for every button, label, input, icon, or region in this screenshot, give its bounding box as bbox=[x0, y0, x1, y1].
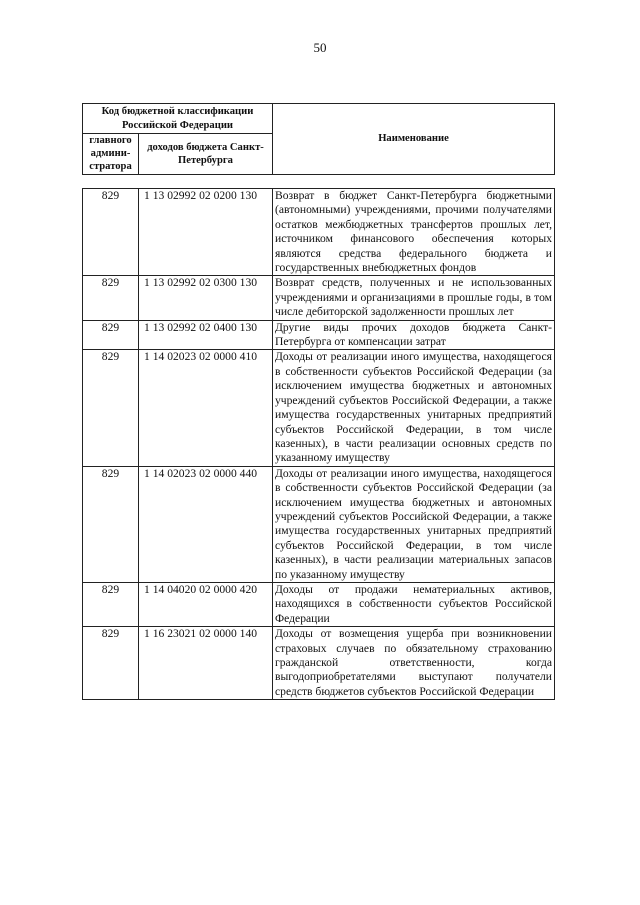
admin-code: 829 bbox=[83, 466, 139, 582]
admin-code: 829 bbox=[83, 582, 139, 626]
income-name: Доходы от реализации иного имущества, находящегося в собственности субъектов Российской Федерации (за исключением имущества бюджетных и автономных учреждений субъектов Российской Федерации, а также имущества государственных унитарных предприятий субъектов Российской Федерации, в том числе казенных), в части реализации материальных запасов по указанному имуществу bbox=[273, 466, 555, 582]
income-code: 1 13 02992 02 0300 130 bbox=[139, 276, 273, 320]
table-row bbox=[83, 350, 555, 466]
table-header bbox=[82, 103, 555, 175]
header-classification-code: Код бюджетной классификации Российской Федерации bbox=[83, 104, 273, 134]
income-code: 1 13 02992 02 0400 130 bbox=[139, 320, 273, 350]
income-name: Доходы от реализации иного имущества, находящегося в собственности субъектов Российской Федерации (за исключением имущества бюджетных и автономных учреждений субъектов Российской Федерации, а также имущества государственных унитарных предприятий субъектов Российской Федерации, в том числе казенных), в части реализации основных средств по указанному имуществу bbox=[273, 350, 555, 466]
table-row bbox=[83, 627, 555, 700]
income-name: Другие виды прочих доходов бюджета Санкт-Петербурга от компенсации затрат bbox=[273, 320, 555, 350]
table-row bbox=[83, 276, 555, 320]
admin-code: 829 bbox=[83, 189, 139, 276]
header-name: Наименование bbox=[273, 104, 555, 175]
header-budget-income: доходов бюджета Санкт-Петербурга bbox=[139, 134, 273, 175]
income-name: Доходы от продажи нематериальных активов, находящихся в собственности субъектов Российской Федерации bbox=[273, 582, 555, 626]
page-number: 50 bbox=[313, 40, 327, 55]
admin-code: 829 bbox=[83, 276, 139, 320]
income-code: 1 14 04020 02 0000 420 bbox=[139, 582, 273, 626]
income-name: Доходы от возмещения ущерба при возникновении страховых случаев по обязательному страхованию гражданской ответственности, когда выгодоприобретателями выступают получатели средств бюджетов субъектов Российской Федерации bbox=[273, 627, 555, 700]
admin-code: 829 bbox=[83, 627, 139, 700]
table-row bbox=[83, 582, 555, 626]
income-name: Возврат в бюджет Санкт-Петербурга бюджетными (автономными) учреждениями, прочими получателями остатков межбюджетных трансфертов прошлых лет, источником финансового обеспечения которых являются средства федерального бюджета и государственных внебюджетных фондов bbox=[273, 189, 555, 276]
table-row bbox=[83, 189, 555, 276]
income-codes-table bbox=[82, 188, 555, 700]
income-code: 1 13 02992 02 0200 130 bbox=[139, 189, 273, 276]
table-row bbox=[83, 320, 555, 350]
income-code: 1 16 23021 02 0000 140 bbox=[139, 627, 273, 700]
admin-code: 829 bbox=[83, 320, 139, 350]
admin-code: 829 bbox=[83, 350, 139, 466]
income-code: 1 14 02023 02 0000 440 bbox=[139, 466, 273, 582]
table-row bbox=[83, 466, 555, 582]
income-name: Возврат средств, полученных и не использованных учреждениями и организациями в прошлые годы, в том числе дебиторской задолженности прошлых лет bbox=[273, 276, 555, 320]
header-chief-administrator: главного админи-стратора bbox=[83, 134, 139, 175]
income-code: 1 14 02023 02 0000 410 bbox=[139, 350, 273, 466]
